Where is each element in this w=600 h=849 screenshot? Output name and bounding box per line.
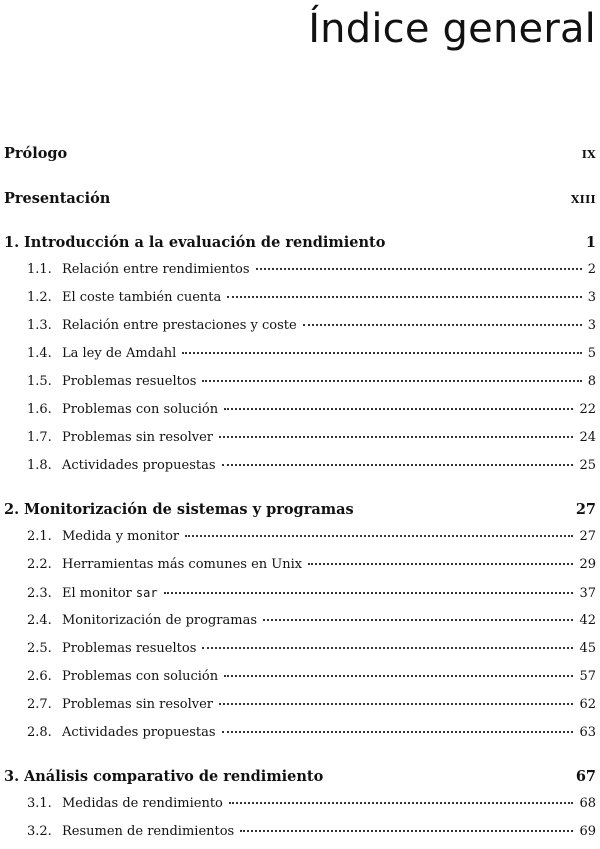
toc-section-number: 1.3. — [27, 318, 52, 333]
toc-section-number: 1.8. — [27, 458, 52, 473]
toc-dot-leader — [303, 323, 582, 326]
toc-section-1-1[interactable] — [27, 262, 596, 278]
toc-section-title: Resumen de rendimientos — [62, 824, 235, 839]
toc-chapter-title: Introducción a la evaluación de rendimiento — [24, 234, 386, 251]
toc-section-title: Actividades propuestas — [62, 725, 216, 740]
toc-page-number: 69 — [579, 824, 596, 839]
toc-section-title-text: El monitor — [62, 586, 132, 601]
toc-dot-leader — [219, 702, 573, 705]
toc-section-1-3[interactable] — [27, 318, 596, 334]
toc-section-title: Actividades propuestas — [62, 458, 216, 473]
toc-page-number: 27 — [579, 529, 596, 544]
toc-section-number: 2.2. — [27, 557, 52, 572]
toc-section-title: Medidas de rendimiento — [62, 796, 223, 811]
toc-section-1-6[interactable] — [27, 402, 596, 418]
toc-page-number: 57 — [579, 669, 596, 684]
toc-section-title: Herramientas más comunes en Unix — [62, 557, 303, 572]
toc-section-number: 3.2. — [27, 824, 52, 839]
toc-dot-leader — [222, 463, 574, 466]
toc-page-number: 22 — [579, 402, 596, 417]
toc-section-number: 1.5. — [27, 374, 52, 389]
toc-section-number: 2.8. — [27, 725, 52, 740]
toc-section-1-8[interactable] — [27, 458, 596, 474]
toc-section-1-5[interactable] — [27, 374, 596, 390]
toc-page-number: 3 — [587, 318, 596, 333]
toc-dot-leader — [164, 591, 574, 594]
toc-page-number: 68 — [579, 796, 596, 811]
toc-section-title — [62, 585, 158, 602]
toc-section-title: Monitorización de programas — [62, 613, 258, 628]
toc-section-title: Problemas resueltos — [62, 374, 197, 389]
toc-dot-leader — [224, 674, 573, 677]
toc-section-title: Problemas sin resolver — [62, 697, 213, 712]
toc-section-number: 1.1. — [27, 262, 52, 277]
toc-page-number: 24 — [579, 430, 596, 445]
toc-page-number: 3 — [587, 290, 596, 305]
toc-page-number: 2 — [587, 262, 596, 277]
toc-page-number: 37 — [579, 586, 596, 601]
toc-section-title: Problemas con solución — [62, 669, 219, 684]
toc-section-number: 1.7. — [27, 430, 52, 445]
toc-dot-leader — [202, 646, 573, 649]
toc-section-2-6[interactable] — [27, 669, 596, 685]
toc-section-1-7[interactable] — [27, 430, 596, 446]
toc-section-2-4[interactable] — [27, 613, 596, 629]
toc-section-number: 1.2. — [27, 290, 52, 305]
toc-section-number: 2.1. — [27, 529, 52, 544]
toc-section-number: 2.6. — [27, 669, 52, 684]
toc-section-title: La ley de Amdahl — [62, 346, 177, 361]
toc-section-2-5[interactable] — [27, 641, 596, 657]
toc-chapter-number: 1. — [4, 234, 20, 251]
toc-section-2-3[interactable] — [27, 585, 596, 602]
toc-page-number: 1 — [585, 234, 596, 251]
toc-section-number: 2.5. — [27, 641, 52, 656]
toc-dot-leader — [185, 534, 573, 537]
toc-dot-leader — [227, 295, 581, 298]
toc-dot-leader — [222, 730, 574, 733]
toc-front-prologo[interactable] — [4, 145, 596, 164]
toc-section-number: 3.1. — [27, 796, 52, 811]
toc-dot-leader — [240, 829, 573, 832]
toc-page-number: 5 — [587, 346, 596, 361]
toc-entry-title: Presentación — [4, 190, 111, 207]
toc-page-number: 42 — [579, 613, 596, 628]
toc-chapter-title: Análisis comparativo de rendimiento — [24, 768, 324, 785]
toc-dot-leader — [182, 351, 581, 354]
toc-section-3-2[interactable] — [27, 824, 596, 840]
toc-section-title: Relación entre rendimientos — [62, 262, 250, 277]
page-title: Índice general — [308, 6, 596, 52]
toc-section-3-1[interactable] — [27, 796, 596, 812]
toc-page-number: 67 — [575, 768, 596, 785]
toc-section-title: Relación entre prestaciones y coste — [62, 318, 297, 333]
toc-section-title: El coste también cuenta — [62, 290, 222, 305]
toc-section-title: Problemas sin resolver — [62, 430, 213, 445]
toc-page-number: 27 — [575, 501, 596, 518]
toc-dot-leader — [202, 379, 581, 382]
toc-chapter-title: Monitorización de sistemas y programas — [24, 501, 354, 518]
toc-section-title: Problemas con solución — [62, 402, 219, 417]
toc-section-2-8[interactable] — [27, 725, 596, 741]
toc-section-number: 2.4. — [27, 613, 52, 628]
toc-section-2-7[interactable] — [27, 697, 596, 713]
toc-dot-leader — [229, 801, 574, 804]
toc-page-number: 25 — [579, 458, 596, 473]
toc-chapter-3[interactable] — [4, 768, 596, 786]
toc-section-number: 1.6. — [27, 402, 52, 417]
toc-section-title: Problemas resueltos — [62, 641, 197, 656]
toc-section-number: 1.4. — [27, 346, 52, 361]
toc-chapter-2[interactable] — [4, 501, 596, 519]
toc-dot-leader — [219, 435, 573, 438]
toc-chapter-1[interactable] — [4, 234, 596, 252]
toc-dot-leader — [263, 618, 573, 621]
toc-entry-title: Prólogo — [4, 145, 68, 162]
toc-page-number: XIII — [570, 193, 596, 206]
toc-section-2-2[interactable] — [27, 557, 596, 573]
toc-section-title-code: sar — [135, 586, 158, 600]
toc-page-number: 63 — [579, 725, 596, 740]
toc-section-number: 2.7. — [27, 697, 52, 712]
toc-section-1-4[interactable] — [27, 346, 596, 362]
toc-section-2-1[interactable] — [27, 529, 596, 545]
toc-dot-leader — [224, 407, 573, 410]
toc-front-presentacion[interactable] — [4, 190, 596, 209]
toc-page-number: 29 — [579, 557, 596, 572]
toc-page-number: 8 — [587, 374, 596, 389]
toc-section-title: Medida y monitor — [62, 529, 180, 544]
toc-chapter-number: 3. — [4, 768, 20, 785]
toc-dot-leader — [308, 562, 573, 565]
toc-dot-leader — [256, 267, 582, 270]
toc-page-number: 45 — [579, 641, 596, 656]
toc-page-number: 62 — [579, 697, 596, 712]
toc-section-1-2[interactable] — [27, 290, 596, 306]
toc-page-number: IX — [581, 148, 596, 161]
toc-chapter-number: 2. — [4, 501, 20, 518]
toc-section-number: 2.3. — [27, 586, 52, 601]
